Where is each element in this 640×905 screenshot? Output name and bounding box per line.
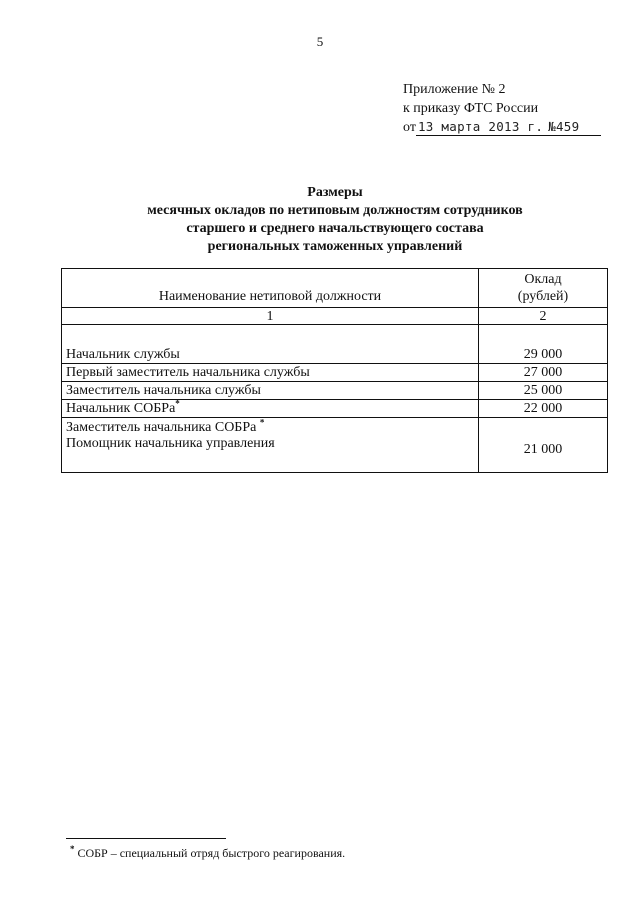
page-number: 5	[316, 34, 324, 49]
footnote-divider	[66, 838, 226, 839]
table-row	[62, 400, 608, 418]
footnote	[70, 846, 345, 861]
table-header-row	[62, 269, 608, 308]
appendix-line-3	[403, 118, 601, 137]
row-salary: 25 000	[479, 382, 608, 400]
footnote-marker: *	[70, 844, 75, 854]
column-number-1: 1	[62, 308, 479, 325]
row-position: Первый заместитель начальника службы	[62, 364, 479, 382]
appendix-line-2: к приказу ФТС России	[403, 101, 539, 116]
row-position-text: Начальник СОБРа	[66, 401, 176, 416]
column-number-row	[62, 308, 608, 325]
footnote-marker: *	[259, 417, 265, 428]
title-line-3: старшего и среднего начальствующего состава	[186, 221, 484, 236]
table-row	[62, 364, 608, 382]
header-salary-line-2: (рублей)	[517, 289, 569, 304]
appendix-block	[403, 80, 601, 137]
table-row	[62, 418, 608, 473]
footnote-text: СОБР – специальный отряд быстрого реагирования.	[77, 846, 346, 860]
title-line-2: месячных окладов по нетиповым должностям сотрудников	[147, 203, 523, 218]
row-position	[62, 400, 479, 418]
document-title	[0, 184, 640, 256]
header-salary-line-1: Оклад	[524, 272, 562, 287]
header-salary	[479, 269, 608, 308]
column-number-2: 2	[479, 308, 608, 325]
row-position-a	[66, 417, 474, 436]
row-position-text: Заместитель начальника СОБРа	[66, 420, 257, 435]
table-row	[62, 382, 608, 400]
row-position	[62, 418, 479, 473]
title-line-4: региональных таможенных управлений	[207, 239, 463, 254]
title-line-1: Размеры	[307, 185, 363, 200]
appendix-date-prefix: от	[403, 120, 416, 135]
row-salary: 22 000	[479, 400, 608, 418]
header-position: Наименование нетиповой должности	[62, 269, 479, 308]
order-date: 13 марта 2013 г.	[416, 119, 546, 136]
appendix-line-1: Приложение № 2	[403, 82, 506, 97]
row-position-b: Помощник начальника управления	[66, 436, 275, 451]
row-salary: 27 000	[479, 364, 608, 382]
row-salary: 21 000	[479, 418, 608, 473]
salary-table	[61, 268, 608, 473]
row-salary: 29 000	[479, 325, 608, 364]
row-position: Начальник службы	[62, 325, 479, 364]
footnote-marker: *	[175, 398, 180, 409]
row-position: Заместитель начальника службы	[62, 382, 479, 400]
order-number: №459	[546, 119, 601, 136]
table-row	[62, 325, 608, 364]
